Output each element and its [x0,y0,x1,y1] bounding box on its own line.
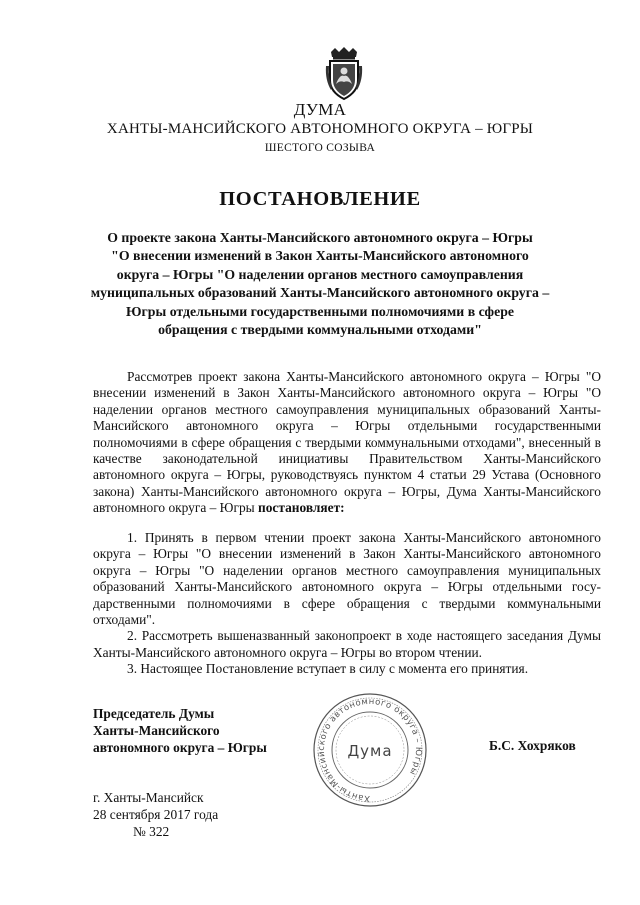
signer-title-line: Ханты-Мансийского [93,722,220,738]
document-number: № 322 [133,823,170,839]
subject-line: Югры отдельными государственными полномочиями в сфере [126,303,514,319]
svg-text:Ханты-Мансийского автономного: Ханты-Мансийского автономного округа – Югры [316,696,424,804]
seal-center-text: Дума [347,742,393,760]
subject-line: обращения с твердыми коммунальными отходами" [158,322,482,338]
official-seal-stamp [300,690,440,810]
resolution-item: 2. Рассмотреть вышеназванный законопроект в ходе настоящего заседания Думы Ханты-Мансийского автономного округа – Югры во втором чтении. [93,628,601,660]
duma-title: ДУМА [293,100,347,119]
signer-title-line: автономного округа – Югры [93,739,267,755]
resolution-item: 1. Принять в первом чтении проект закона Ханты-Мансийского автономного округа – Югры "О внесении изменений в Закон Ханты-Мансийского автономного округа – Югры "О наделении органов местного самоуправления муниципальных образований Ханты-Мансийского автономного округа – Югры отдельными государственными полномочиями в сфере обращения с твердыми коммунальными отходами". [93,530,601,628]
subject-line: "О внесении изменений в Закон Ханты-Мансийского автономного [111,248,529,264]
preamble-text: Рассмотрев проект закона Ханты-Мансийского автономного округа – Югры "О внесении изменений в Закон Ханты-Мансийского автономного округа – Югры "О наделении органов местного самоуправления муниципальных образований Ханты-Мансийского автономного округа – Югры отдельными государственными полномочиями в сфере обращения с твердыми коммунальными отходами", внесенный в качестве законодательной инициативы Правительством Ханты-Мансийского автономного округа – Югры, руководствуясь пунктом 4 статьи 29 Устава (Основного закона) Ханты-Мансийского автономного округа – Югры, Дума Ханты-Мансийского автономного округа – Югры [93,369,601,516]
preamble-paragraph [93,369,601,517]
document-type-heading: ПОСТАНОВЛЕНИЕ [219,188,421,210]
signer-title-line: Председатель Думы [93,706,215,721]
city: г. Ханты-Мансийск [93,790,204,805]
resolution-items [93,530,601,678]
resolves-word: постановляет: [257,500,345,516]
subject-line: О проекте закона Ханты-Мансийского автономного округа – Югры [107,230,533,245]
resolution-subject [80,229,560,339]
place-and-date [93,790,218,840]
subject-line: муниципальных образований Ханты-Мансийского автономного округа – [90,285,550,301]
subject-line: округа – Югры "О наделении органов местного самоуправления [116,266,524,282]
convocation-title: ШЕСТОГО СОЗЫВА [264,142,376,154]
date: 28 сентября 2017 года [93,806,219,822]
coat-of-arms-emblem [325,46,363,102]
resolution-item: 3. Настоящее Постановление вступает в силу с момента его принятия. [127,661,529,677]
signer-position [93,706,293,756]
region-title: ХАНТЫ-МАНСИЙСКОГО АВТОНОМНОГО ОКРУГА – ЮГРЫ [106,121,534,137]
signer-name: Б.С. Хохряков [489,738,576,753]
